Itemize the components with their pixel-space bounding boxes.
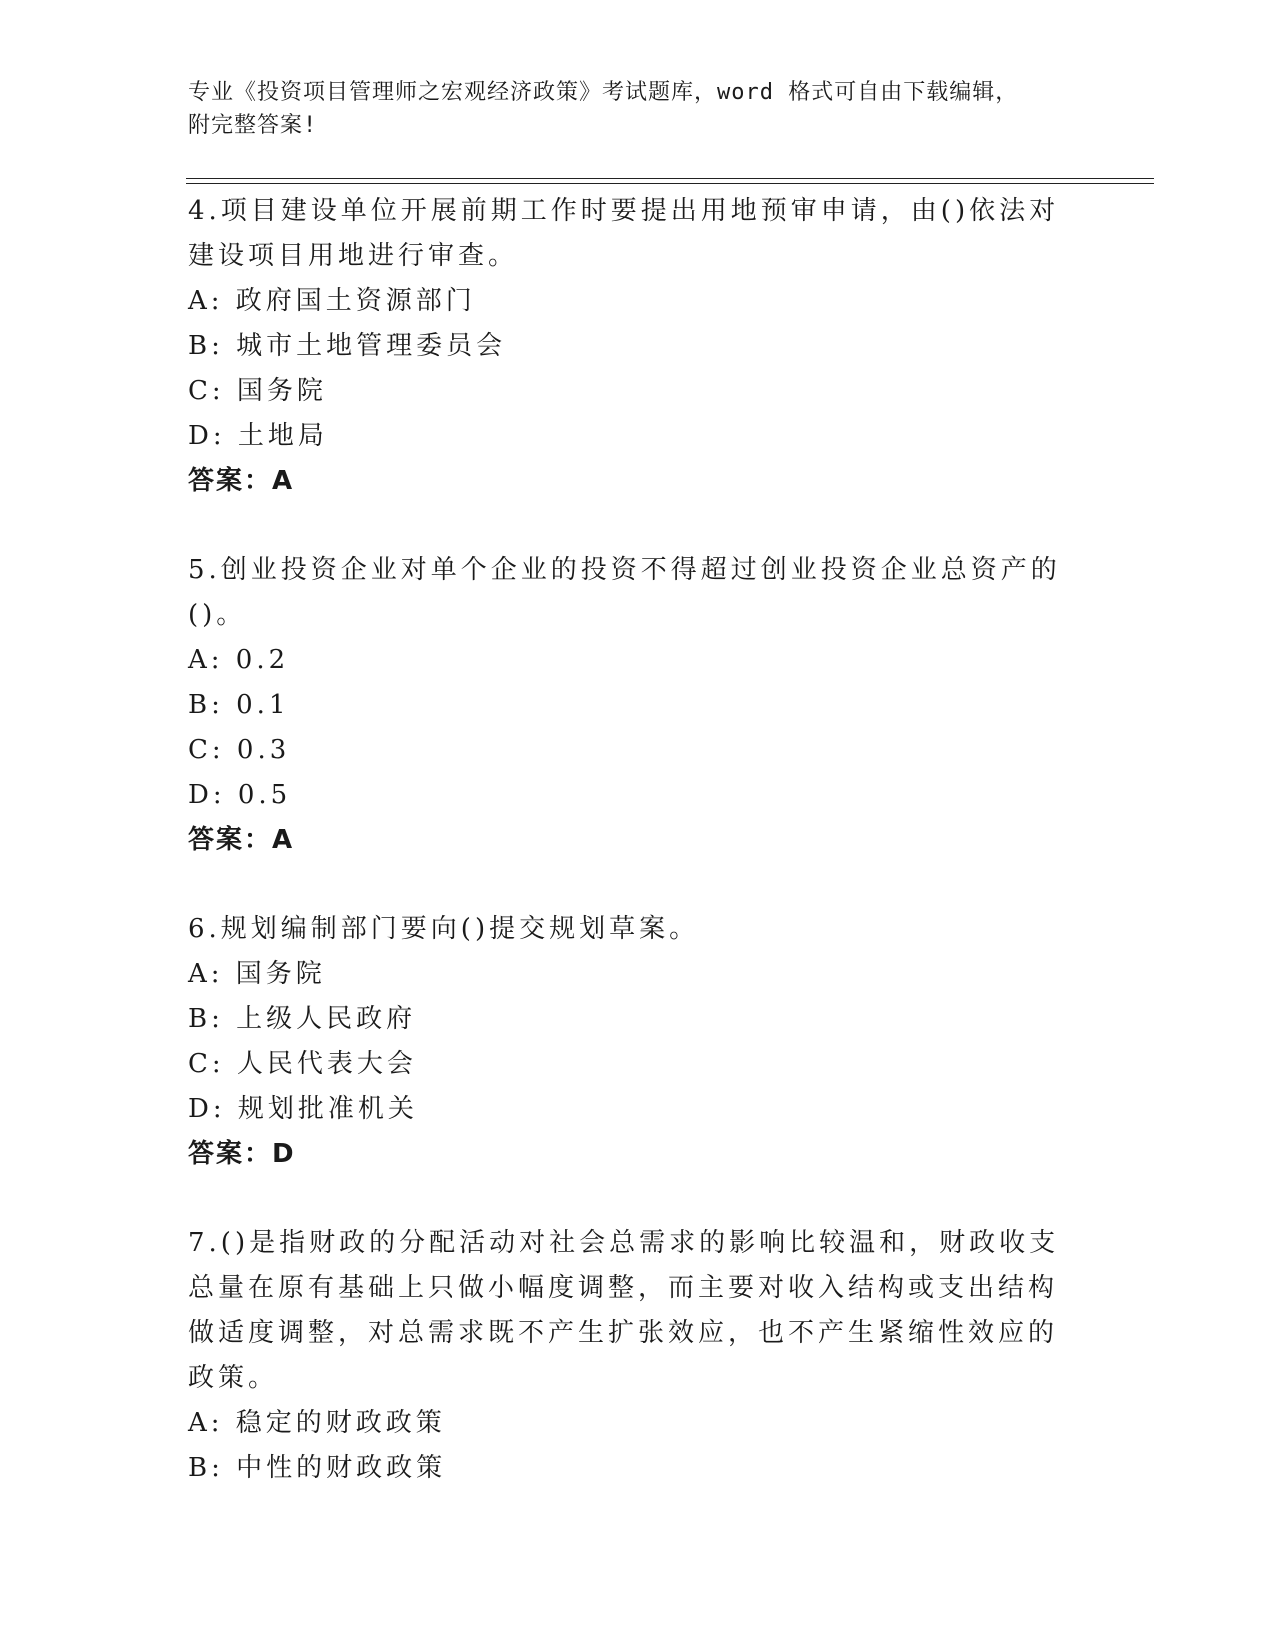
option-b: B: 上级人民政府 <box>188 1004 417 1034</box>
option-b: B: 城市土地管理委员会 <box>188 331 507 361</box>
question-5 <box>188 548 1068 863</box>
option-b: B: 0.1 <box>188 690 290 720</box>
question-6 <box>188 907 1068 1177</box>
question-stem: 7.()是指财政的分配活动对社会总需求的影响比较温和，财政收支总量在原有基础上只做小幅度调整，而主要对收入结构或支出结构做适度调整，对总需求既不产生扩张效应，也不产生紧缩性效应的政策。 <box>188 1228 1060 1393</box>
option-a: A: 0.2 <box>188 645 290 675</box>
answer: 答案：D <box>188 1139 296 1169</box>
option-a: A: 稳定的财政政策 <box>188 1408 446 1438</box>
option-a: A: 国务院 <box>188 959 326 989</box>
option-b: B: 中性的财政政策 <box>188 1453 447 1483</box>
option-c: C: 国务院 <box>188 376 327 406</box>
option-a: A: 政府国土资源部门 <box>188 286 476 316</box>
header-divider-top <box>186 178 1154 179</box>
question-list <box>188 189 1068 1491</box>
option-d: D: 0.5 <box>188 780 292 810</box>
header-line-1: 专业《投资项目管理师之宏观经济政策》考试题库，word 格式可自由下载编辑， <box>188 80 1019 105</box>
header-divider-bottom <box>186 183 1154 184</box>
question-stem: 6.规划编制部门要向()提交规划草案。 <box>188 914 700 944</box>
answer: 答案：A <box>188 825 295 855</box>
option-d: D: 规划批准机关 <box>188 1094 418 1124</box>
question-7 <box>188 1221 1068 1491</box>
option-c: C: 人民代表大会 <box>188 1049 417 1079</box>
option-d: D: 土地局 <box>188 421 328 451</box>
question-4 <box>188 189 1068 504</box>
option-c: C: 0.3 <box>188 735 291 765</box>
question-stem: 5.创业投资企业对单个企业的投资不得超过创业投资企业总资产的()。 <box>188 555 1061 630</box>
question-stem: 4.项目建设单位开展前期工作时要提出用地预审申请，由()依法对建设项目用地进行审查。 <box>188 196 1060 271</box>
header-line-2: 附完整答案! <box>188 113 318 138</box>
answer: 答案：A <box>188 466 295 496</box>
spacer <box>188 1177 1068 1221</box>
document-header <box>188 76 1088 142</box>
spacer <box>188 504 1068 548</box>
spacer <box>188 863 1068 907</box>
